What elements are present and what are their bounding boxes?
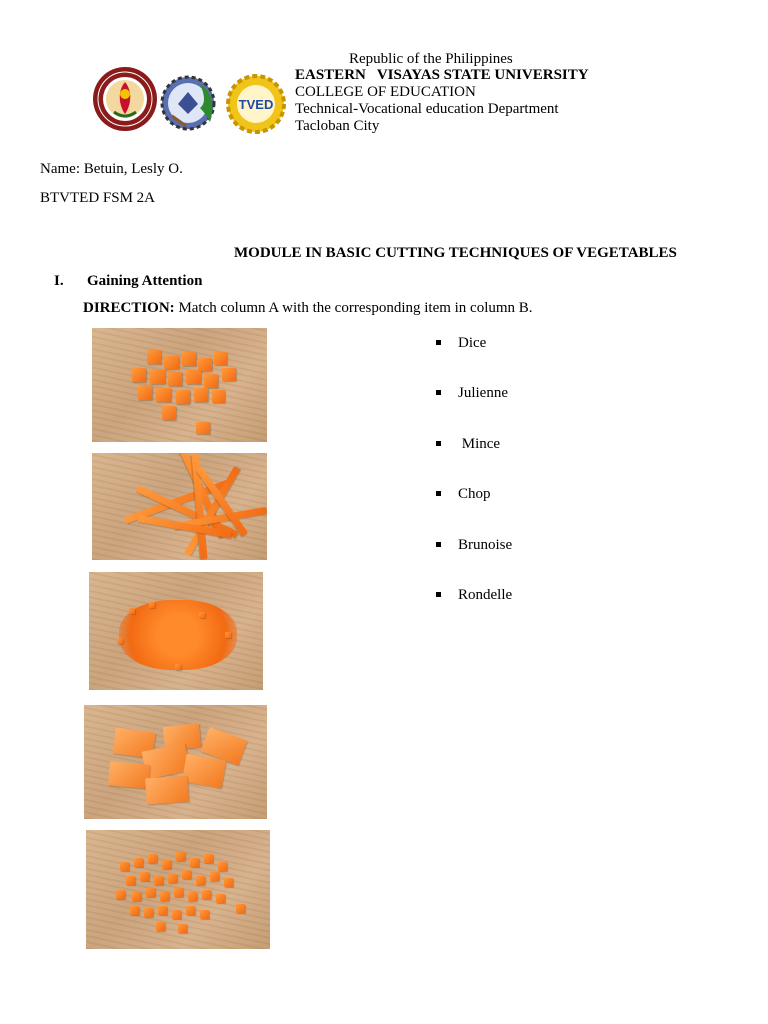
direction-line — [83, 300, 533, 317]
square-bullet-icon — [436, 491, 441, 496]
student-name: Name: Betuin, Lesly O. — [40, 161, 183, 177]
square-bullet-icon — [436, 542, 441, 547]
department-name: Technical-Vocational education Department — [295, 101, 559, 117]
square-bullet-icon — [436, 390, 441, 395]
carrot-julienne-photo — [92, 453, 267, 560]
college-name: COLLEGE OF EDUCATION — [295, 84, 476, 100]
column-b-item: Rondelle — [436, 587, 512, 604]
carrot-dice-photo — [92, 328, 267, 442]
carrot-mince-photo — [89, 572, 263, 690]
column-b-item: Brunoise — [436, 537, 512, 554]
tved-seal-logo — [226, 74, 286, 134]
square-bullet-icon — [436, 340, 441, 345]
column-b-item: Julienne — [436, 385, 508, 402]
section-title: Gaining Attention — [87, 273, 203, 289]
direction-text: Match column A with the corresponding item in column B. — [174, 300, 533, 316]
column-b-item: Dice — [436, 335, 486, 352]
tved-logo-text: TVED — [238, 97, 274, 112]
carrot-chop-photo — [84, 705, 267, 819]
direction-label: DIRECTION: — [83, 300, 175, 316]
evsu-seal-logo — [92, 66, 158, 132]
carrot-brunoise-photo — [86, 830, 270, 949]
college-of-education-seal-logo — [160, 74, 224, 132]
university-name: EASTERN VISAYAS STATE UNIVERSITY — [295, 67, 589, 83]
city-name: Tacloban City — [295, 118, 380, 134]
square-bullet-icon — [436, 441, 441, 446]
student-section: BTVTED FSM 2A — [40, 190, 156, 206]
module-title: MODULE IN BASIC CUTTING TECHNIQUES OF VEGETABLES — [234, 245, 677, 261]
column-b-item: Mince — [436, 436, 500, 453]
square-bullet-icon — [436, 592, 441, 597]
republic-line: Republic of the Philippines — [349, 51, 513, 67]
column-b-item: Chop — [436, 486, 491, 503]
section-number: I. — [54, 273, 64, 289]
